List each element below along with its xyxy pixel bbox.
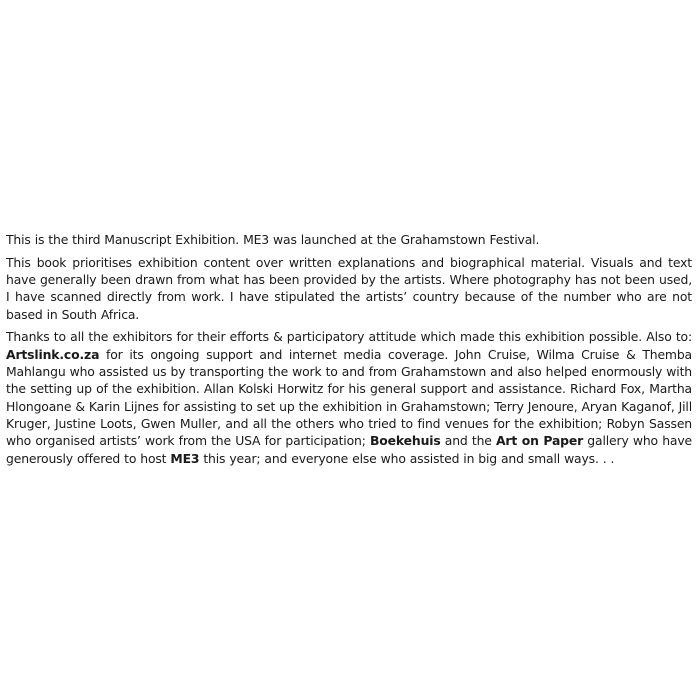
thanks-text-part: this year; and everyone else who assisted in big and small ways. . . bbox=[199, 450, 615, 466]
thanks-paragraph bbox=[6, 328, 692, 466]
me3-name: ME3 bbox=[170, 450, 200, 466]
thanks-text-part: Thanks to all the exhibitors for their efforts & participatory attitude which made this exhibition possible. Also to: bbox=[6, 329, 692, 345]
thanks-text-part: gallery who have generously offered to host bbox=[6, 433, 692, 466]
acknowledgements-text bbox=[6, 231, 692, 467]
thanks-text-part: and the bbox=[440, 433, 496, 449]
boekehuis-name: Boekehuis bbox=[369, 433, 441, 449]
art-on-paper-name: Art on Paper bbox=[495, 433, 584, 449]
intro-paragraph: This is the third Manuscript Exhibition. ME3 was launched at the Grahamstown Festival. bbox=[6, 232, 540, 247]
artslink-name: Artslink.co.za bbox=[6, 346, 100, 362]
book-notes-paragraph: This book prioritises exhibition content over written explanations and biographical material. Visuals and text have generally been drawn from what has been provided by the artists. Where photography has not been used, I have scanned directly from work. I have stipulated the artists’ country because of the number who are not based in South Africa. bbox=[6, 254, 692, 322]
thanks-text-part: for its ongoing support and internet media coverage. John Cruise, Wilma Cruise & Themba Mahlangu who assisted us by transporting the work to and from Grahamstown and also helped enormously with the setting up of the exhibition. Allan Kolski Horwitz for his general support and assistance. Richard Fox, Martha Hlongoane & Karin Lijnes for assisting to set up the exhibition in Grahamstown; Terry Jenoure, Aryan Kaganof, Jill Kruger, Justine Loots, Gwen Muller, and all the others who tried to find venues for the exhibition; Robyn Sassen who organised artists’ work from the USA for participation; bbox=[6, 346, 692, 449]
